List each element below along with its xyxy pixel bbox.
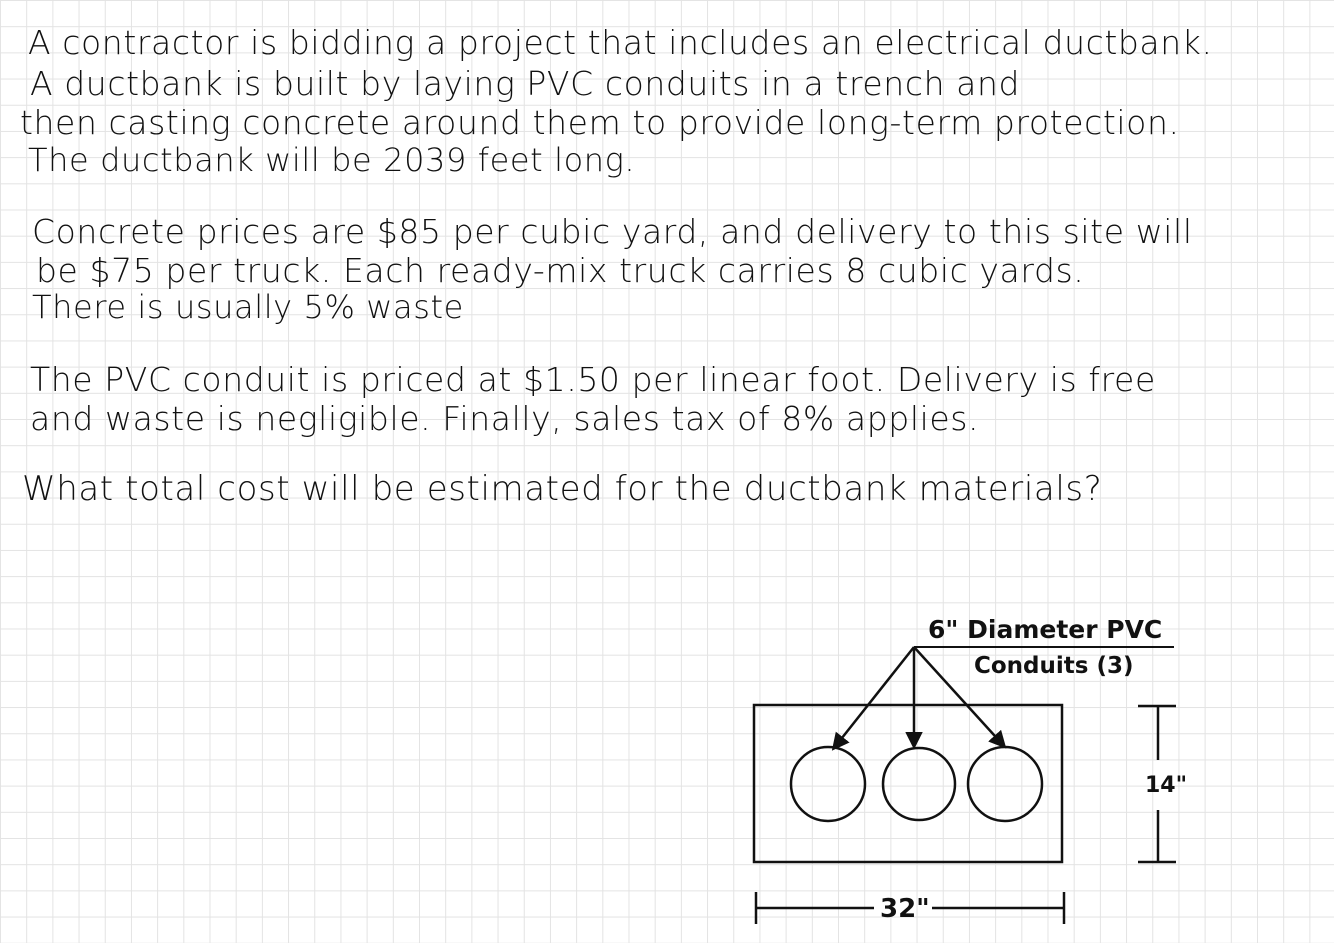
text-line: There is usually 5% waste	[32, 288, 464, 326]
text-line: The ductbank will be 2039 feet long.	[28, 141, 636, 179]
callout-label-conduits: Conduits (3)	[974, 653, 1134, 679]
arrow-to-conduit-1	[834, 647, 914, 748]
question-text: What total cost will be estimated for the ductbank materials?	[22, 469, 1103, 509]
conduit-circle-2	[883, 748, 955, 820]
text-line: A contractor is bidding a project that includes an electrical ductbank.	[28, 23, 1213, 62]
text-line: A ductbank is built by laying PVC conduits in a trench and	[30, 64, 1021, 103]
callout-label-diameter: 6" Diameter PVC	[928, 615, 1163, 644]
width-dimension-label: 32"	[880, 894, 930, 924]
text-line: Concrete prices are $85 per cubic yard, and delivery to this site will	[32, 212, 1193, 251]
text-line: be $75 per truck. Each ready-mix truck carries 8 cubic yards.	[36, 251, 1085, 290]
concrete-envelope-rect	[754, 705, 1062, 862]
text-line: then casting concrete around them to provide long-term protection.	[20, 103, 1180, 142]
conduit-circle-1	[791, 747, 865, 821]
text-line: and waste is negligible. Finally, sales tax of 8% applies.	[30, 399, 980, 438]
height-dimension-label: 14"	[1145, 773, 1188, 798]
text-line: The PVC conduit is priced at $1.50 per linear foot. Delivery is free	[30, 360, 1156, 399]
conduit-circle-3	[968, 747, 1042, 821]
